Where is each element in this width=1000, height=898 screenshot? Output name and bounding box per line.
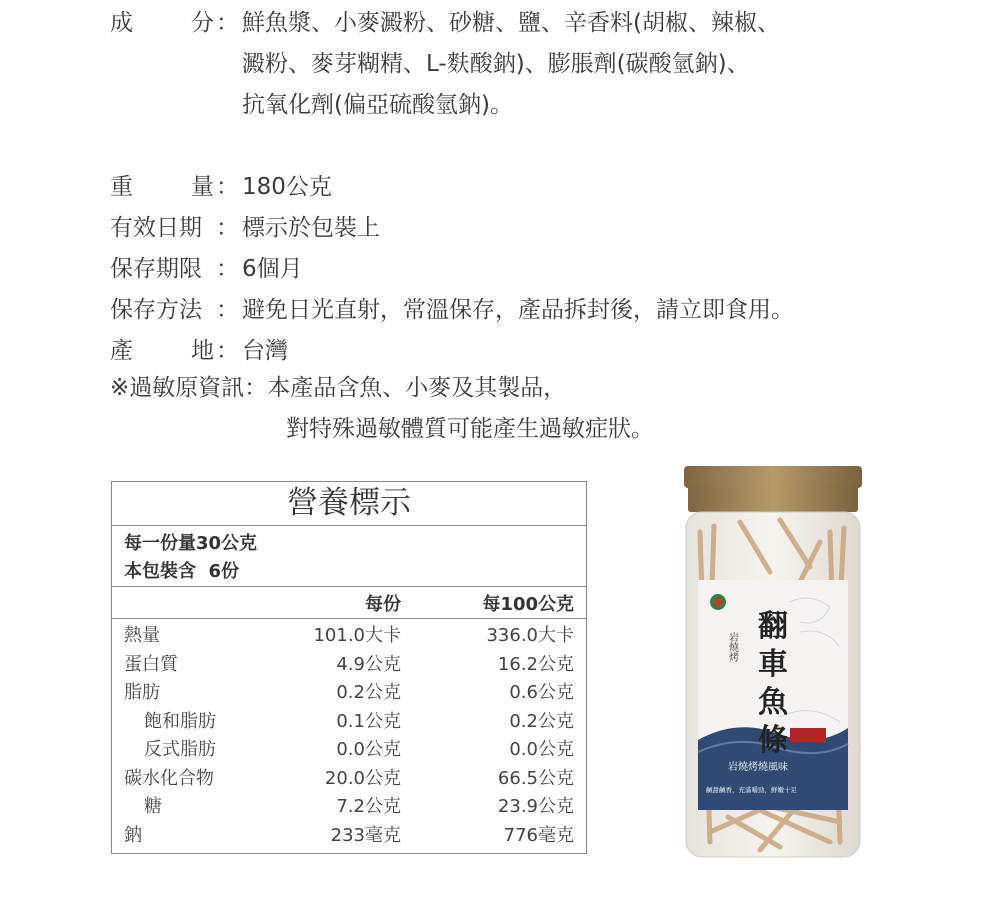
col-per-100g-header: 每100公克: [482, 594, 574, 615]
spec-value: 避免日光直射，常溫保存，產品拆封後，請立即食用。: [242, 297, 794, 323]
nutrient-name: 反式脂肪: [144, 739, 216, 760]
per-100g-value: 23.9公克: [497, 796, 574, 817]
serving-size: 每一份量30公克: [124, 533, 258, 554]
per-100g-value: 16.2公克: [497, 653, 574, 675]
servings-per-pack: 本包裝含 6份: [124, 561, 240, 582]
spec-colon: ：: [216, 10, 239, 36]
per-100g-value: 336.0大卡: [486, 625, 574, 646]
allergy-line-2: 對特殊過敏體質可能產生過敏症狀。: [286, 416, 654, 442]
table-divider: [112, 618, 586, 619]
per-serving-value: 20.0公克: [324, 767, 401, 789]
svg-text:條: 條: [758, 723, 788, 758]
spec-colon: ：: [216, 256, 239, 282]
per-100g-value: 776毫克: [503, 824, 574, 846]
spec-colon: ：: [216, 174, 239, 200]
nutrition-row: [112, 792, 586, 820]
per-100g-value: 0.2公克: [509, 710, 574, 732]
spec-value: 抗氧化劑(偏亞硫酸氫鈉)。: [242, 92, 513, 118]
label-small-text: 岩燒烤: [726, 632, 738, 662]
label-bottom-text: 鹹甜鹹香，充滿嚼勁，鮮嫩十足: [706, 786, 797, 794]
col-per-serving-header: 每份: [365, 594, 401, 615]
product-jar-image: [680, 462, 866, 862]
per-serving-value: 7.2公克: [336, 796, 401, 817]
per-serving-value: 0.2公克: [336, 682, 401, 703]
spec-value: 標示於包裝上: [242, 215, 380, 241]
nutrient-name: 飽和脂肪: [144, 710, 216, 732]
per-100g-value: 66.5公克: [497, 767, 574, 789]
allergy-line-1: ※過敏原資訊：本產品含魚、小麥及其製品，: [110, 375, 567, 401]
nutrition-row: [112, 707, 586, 735]
jar-svg: [680, 462, 866, 862]
spec-value: 澱粉、麥芽糊精、L-麩酸鈉)、膨脹劑(碳酸氫鈉)、: [242, 51, 750, 77]
nutrition-row: [112, 650, 586, 678]
table-divider: [112, 586, 586, 587]
spec-label: 重 量: [110, 174, 214, 200]
svg-text:車: 車: [758, 647, 788, 682]
nutrient-name: 糖: [144, 796, 162, 817]
nutrient-name: 蛋白質: [124, 653, 178, 675]
spec-value: 6個月: [242, 256, 303, 282]
spec-colon: ：: [216, 297, 239, 323]
nutrition-row: [112, 621, 586, 649]
nutrition-table: [111, 481, 587, 854]
per-serving-value: 233毫克: [330, 824, 401, 846]
nutrition-row: [112, 764, 586, 792]
per-serving-value: 0.0公克: [336, 739, 401, 760]
nutrient-name: 熱量: [124, 625, 160, 646]
nutrient-name: 碳水化合物: [124, 767, 214, 789]
jar-lid-top: [684, 466, 862, 488]
label-red-stamp: [790, 728, 826, 742]
spec-label: 產 地: [110, 338, 214, 364]
per-serving-value: 0.1公克: [336, 710, 401, 732]
jar-lid: [688, 486, 858, 512]
spec-colon: ：: [216, 338, 239, 364]
nutrition-row: [112, 678, 586, 706]
spec-label: 保存方法: [110, 297, 202, 323]
spec-value: 180公克: [242, 174, 332, 200]
svg-text:翻: 翻: [758, 609, 788, 644]
spec-value: 台灣: [242, 338, 288, 364]
nutrition-title: 營養標示: [112, 482, 586, 526]
svg-text:魚: 魚: [758, 685, 788, 720]
spec-label: 成 分: [110, 10, 214, 36]
label-band-text: 岩燒烤燒風味: [728, 762, 788, 773]
nutrient-name: 鈉: [124, 824, 142, 846]
nutrient-name: 脂肪: [124, 682, 160, 703]
per-serving-value: 4.9公克: [336, 653, 401, 675]
spec-value: 鮮魚漿、小麥澱粉、砂糖、鹽、辛香料(胡椒、辣椒、: [242, 10, 780, 36]
serving-info: [124, 530, 257, 586]
spec-label: 保存期限: [110, 256, 202, 282]
per-100g-value: 0.6公克: [509, 682, 574, 703]
per-serving-value: 101.0大卡: [313, 625, 401, 646]
spec-label: 有效日期: [110, 215, 202, 241]
per-100g-value: 0.0公克: [509, 739, 574, 760]
nutrition-row: [112, 735, 586, 763]
nutrition-row: [112, 821, 586, 849]
spec-colon: ：: [216, 215, 239, 241]
